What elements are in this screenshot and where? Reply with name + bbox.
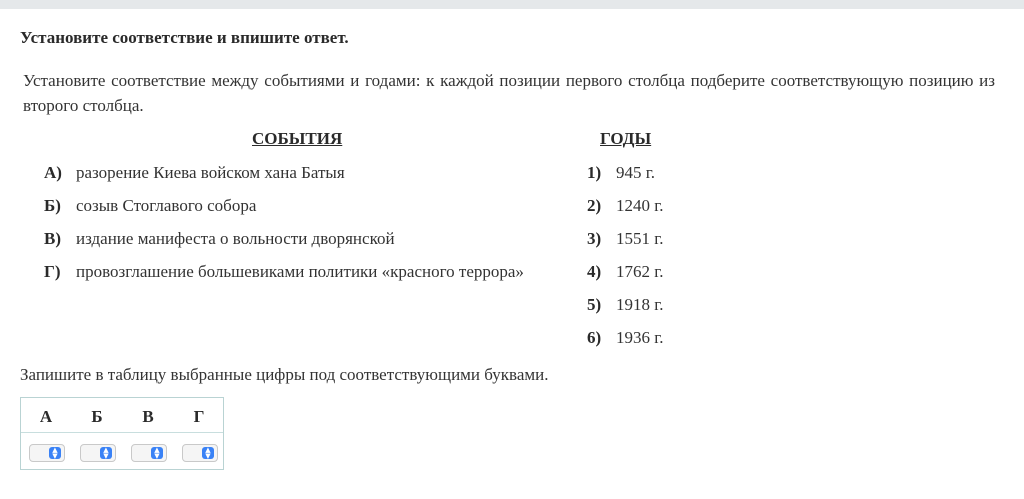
event-text: издание манифеста о вольности дворянской (76, 229, 395, 248)
year-text: 1918 г. (616, 295, 664, 314)
answer-select-a[interactable] (29, 444, 65, 462)
year-text: 1936 г. (616, 328, 664, 347)
event-letter: Г) (44, 262, 61, 281)
year-number: 3) (587, 229, 602, 248)
select-arrows-icon: ▲ ▼ (100, 447, 112, 459)
answer-instruction: Запишите в таблицу выбранные цифры под соответствующими буквами. (20, 365, 549, 384)
year-number: 1) (587, 163, 602, 182)
answer-header-g: Г (193, 407, 205, 426)
event-letter: А) (44, 163, 62, 182)
answer-header-a: А (39, 407, 53, 426)
select-arrows-icon: ▲ ▼ (49, 447, 61, 459)
select-arrows-icon: ▲ ▼ (202, 447, 214, 459)
year-number: 6) (587, 328, 602, 347)
answer-header-v: В (142, 407, 154, 426)
year-number: 4) (587, 262, 602, 281)
top-bar (0, 0, 1024, 9)
answer-select-g[interactable] (182, 444, 218, 462)
year-number: 2) (587, 196, 602, 215)
event-text: разорение Киева войском хана Батыя (76, 163, 345, 182)
event-text: созыв Стоглавого собора (76, 196, 257, 215)
year-text: 945 г. (616, 163, 656, 182)
year-number: 5) (587, 295, 602, 314)
year-text: 1551 г. (616, 229, 664, 248)
answer-select-b[interactable] (80, 444, 116, 462)
task-intro: Установите соответствие между событиями и годами: к каждой позиции первого столбца подберите соответствующую позицию из второго столбца. (23, 71, 995, 115)
event-letter: В) (44, 229, 61, 248)
select-arrows-icon: ▲ ▼ (151, 447, 163, 459)
table-divider (21, 432, 223, 433)
year-text: 1240 г. (616, 196, 664, 215)
answer-select-v[interactable] (131, 444, 167, 462)
task-heading: Установите соответствие и впишите ответ. (20, 28, 349, 47)
answer-header-b: Б (91, 407, 103, 426)
event-letter: Б) (44, 196, 61, 215)
year-text: 1762 г. (616, 262, 664, 281)
events-column-header: СОБЫТИЯ (252, 129, 343, 148)
years-column-header: ГОДЫ (600, 129, 652, 148)
answer-table (20, 397, 224, 470)
event-text: провозглашение большевиками политики «красного террора» (76, 262, 524, 281)
